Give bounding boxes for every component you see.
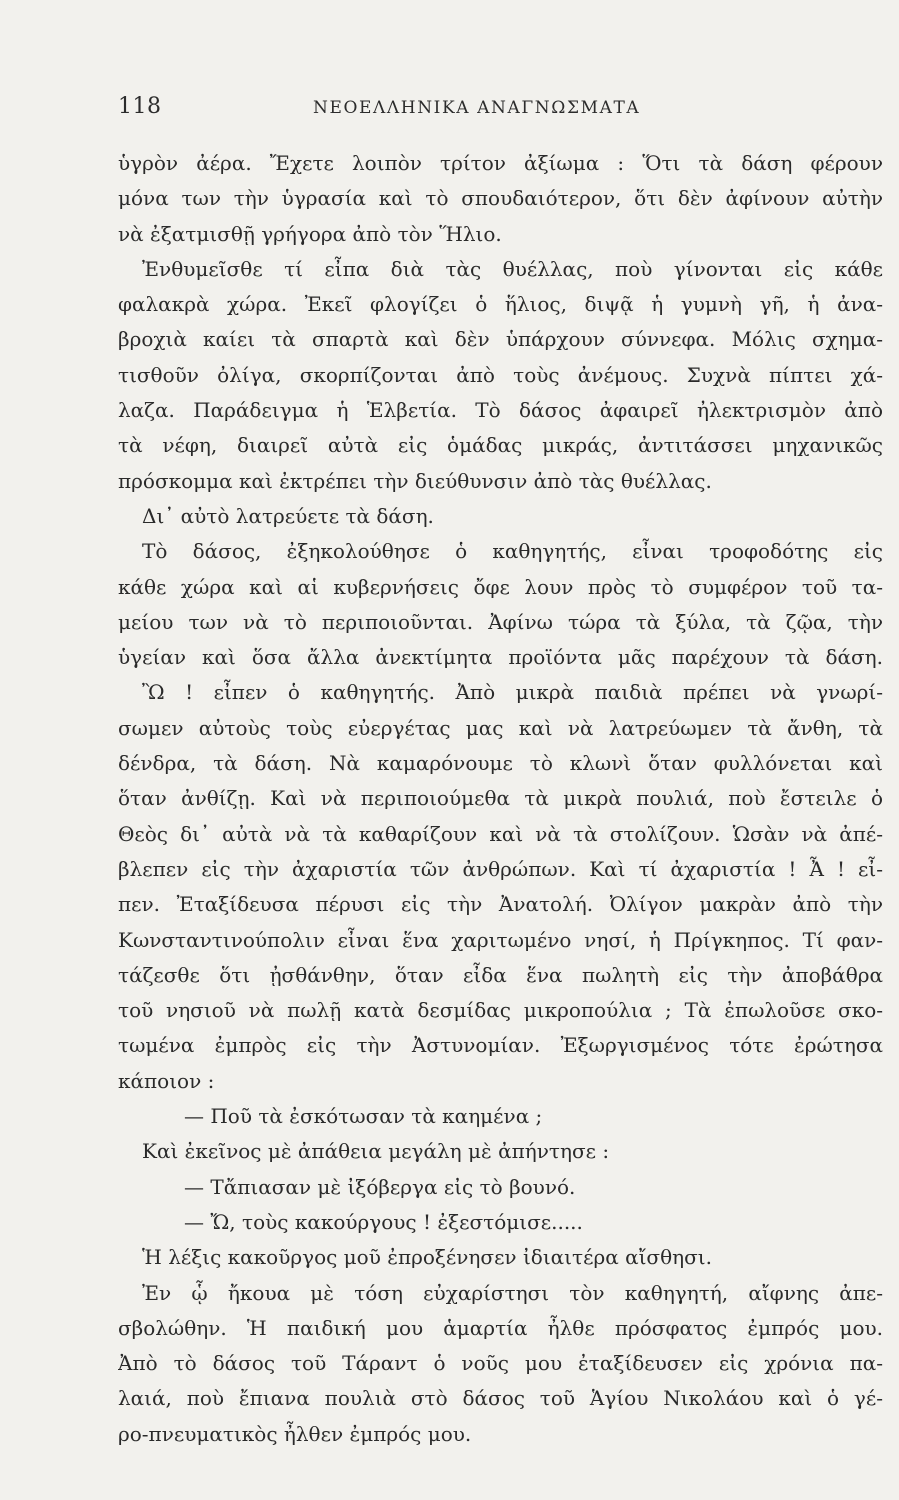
text-line: τωμένα ἐμπρὸς εἰς τὴν Ἀστυνομίαν. Ἐξωργισμένος τότε ἐρώτησα <box>118 1033 883 1058</box>
text-line: — Ὤ, τοὺς κακούργους ! ἐξεστόμισε..... <box>184 1209 583 1234</box>
text-line: λαιά, ποὺ ἔπιανα πουλιὰ στὸ δάσος τοῦ Ἁγίου Νικολάου καὶ ὁ γέ- <box>118 1386 883 1411</box>
text-line: βροχιὰ καίει τὰ σπαρτὰ καὶ δὲν ὑπάρχουν σύννεφα. Μόλις σχημα- <box>118 327 883 352</box>
page-number: 118 <box>118 94 162 119</box>
text-line: τάζεσθε ὅτι ᾐσθάνθην, ὅταν εἶδα ἕνα πωλητὴ εἰς τὴν ἀποβάθρα <box>118 962 883 987</box>
text-line: — Ποῦ τὰ ἐσκότωσαν τὰ καημένα ; <box>184 1104 543 1129</box>
text-line: ὅταν ἀνθίζῃ. Καὶ νὰ περιποιούμεθα τὰ μικρὰ πουλιά, ποὺ ἔστειλε ὁ <box>118 786 883 811</box>
text-line: τισθοῦν ὀλίγα, σκορπίζονται ἀπὸ τοὺς ἀνέμους. Συχνὰ πίπτει χά- <box>118 362 883 387</box>
text-line: Τὸ δάσος, ἐξηκολούθησε ὁ καθηγητής, εἶναι τροφοδότης εἰς <box>142 539 883 564</box>
text-line: Κωνσταντινούπολιν εἶναι ἕνα χαριτωμένο νησί, ἡ Πρίγκηπος. Τί φαν- <box>118 927 883 952</box>
text-line: πρόσκομμα καὶ ἐκτρέπει τὴν διεύθυνσιν ἀπὸ τὰς θυέλλας. <box>118 468 712 493</box>
text-line: κάποιον : <box>118 1068 215 1093</box>
text-line: νὰ ἐξατμισθῇ γρήγορα ἀπὸ τὸν Ἥλιο. <box>118 221 502 246</box>
text-line: Ὢ ! εἶπεν ὁ καθηγητής. Ἀπὸ μικρὰ παιδιὰ πρέπει νὰ γνωρί- <box>142 680 883 705</box>
body-text <box>118 146 883 1452</box>
text-line: Ἐνθυμεῖσθε τί εἶπα διὰ τὰς θυέλλας, ποὺ γίνονται εἰς κάθε <box>142 256 883 281</box>
text-line: μόνα των τὴν ὑγρασία καὶ τὸ σπουδαιότερον, ὅτι δὲν ἀφίνουν αὐτὴν <box>118 186 883 211</box>
text-line: σβολώθην. Ἡ παιδική μου ἁμαρτία ἦλθε πρόσφατος ἐμπρός μου. <box>118 1315 883 1340</box>
text-line: φαλακρὰ χώρα. Ἐκεῖ φλογίζει ὁ ἥλιος, διψᾷ ἡ γυμνὴ γῆ, ἡ ἀνα- <box>118 292 883 317</box>
text-line: Ἐν ᾧ ἤκουα μὲ τόση εὐχαρίστησι τὸν καθηγητή, αἴφνης ἀπε- <box>142 1280 883 1305</box>
text-line: Καὶ ἐκεῖνος μὲ ἀπάθεια μεγάλη μὲ ἀπήντησε : <box>142 1139 610 1164</box>
text-line: πεν. Ἐταξίδευσα πέρυσι εἰς τὴν Ἀνατολή. Ὀλίγον μακρὰν ἀπὸ τὴν <box>118 892 883 917</box>
text-line: Δι᾿ αὐτὸ λατρεύετε τὰ δάση. <box>142 503 434 528</box>
text-line: δένδρα, τὰ δάση. Νὰ καμαρόνουμε τὸ κλωνὶ ὅταν φυλλόνεται καὶ <box>118 751 883 776</box>
text-line: Ἀπὸ τὸ δάσος τοῦ Τάραντ ὁ νοῦς μου ἐταξίδευσεν εἰς χρόνια πα- <box>118 1351 883 1376</box>
text-line: Ἡ λέξις κακοῦργος μοῦ ἐπροξένησεν ἰδιαιτέρα αἴσθησι. <box>142 1245 712 1270</box>
text-line: Θεὸς δι᾿ αὐτὰ νὰ τὰ καθαρίζουν καὶ νὰ τὰ στολίζουν. Ὡσὰν νὰ ἀπέ- <box>118 821 883 846</box>
text-line: μείου των νὰ τὸ περιποιοῦνται. Ἀφίνω τώρα τὰ ξύλα, τὰ ζῷα, τὴν <box>118 609 883 634</box>
text-line: λαζα. Παράδειγμα ἡ Ἑλβετία. Τὸ δάσος ἀφαιρεῖ ἠλεκτρισμὸν ἀπὸ <box>118 398 883 423</box>
text-line: κάθε χώρα καὶ αἱ κυβερνήσεις ὄφε λουν πρὸς τὸ συμφέρον τοῦ τα- <box>118 574 883 599</box>
text-line: τὰ νέφη, διαιρεῖ αὐτὰ εἰς ὁμάδας μικράς, ἀντιτάσσει μηχανικῶς <box>118 433 883 458</box>
text-line: ρο-πνευματικὸς ἦλθεν ἐμπρός μου. <box>118 1421 472 1446</box>
text-line: — Τἄπιασαν μὲ ἰξόβεργα εἰς τὸ βουνό. <box>184 1174 576 1199</box>
page-header <box>118 94 878 124</box>
text-line: ὑγείαν καὶ ὅσα ἄλλα ἀνεκτίμητα προϊόντα μᾶς παρέχουν τὰ δάση. <box>118 645 883 670</box>
text-line: σωμεν αὐτοὺς τοὺς εὐεργέτας μας καὶ νὰ λατρεύωμεν τὰ ἄνθη, τὰ <box>118 715 883 740</box>
running-title: ΝΕΟΕΛΛΗΝΙΚΑ ΑΝΑΓΝΩΣΜΑΤΑ <box>313 98 641 118</box>
text-line: ὑγρὸν ἀέρα. Ἔχετε λοιπὸν τρίτον ἀξίωμα : Ὅτι τὰ δάση φέρουν <box>118 151 883 175</box>
text-line: βλεπεν εἰς τὴν ἀχαριστία τῶν ἀνθρώπων. Καὶ τί ἀχαριστία ! Ἆ ! εἶ- <box>118 856 883 881</box>
text-line: τοῦ νησιοῦ νὰ πωλῇ κατὰ δεσμίδας μικροπούλια ; Τὰ ἐπωλοῦσε σκο- <box>118 998 883 1023</box>
